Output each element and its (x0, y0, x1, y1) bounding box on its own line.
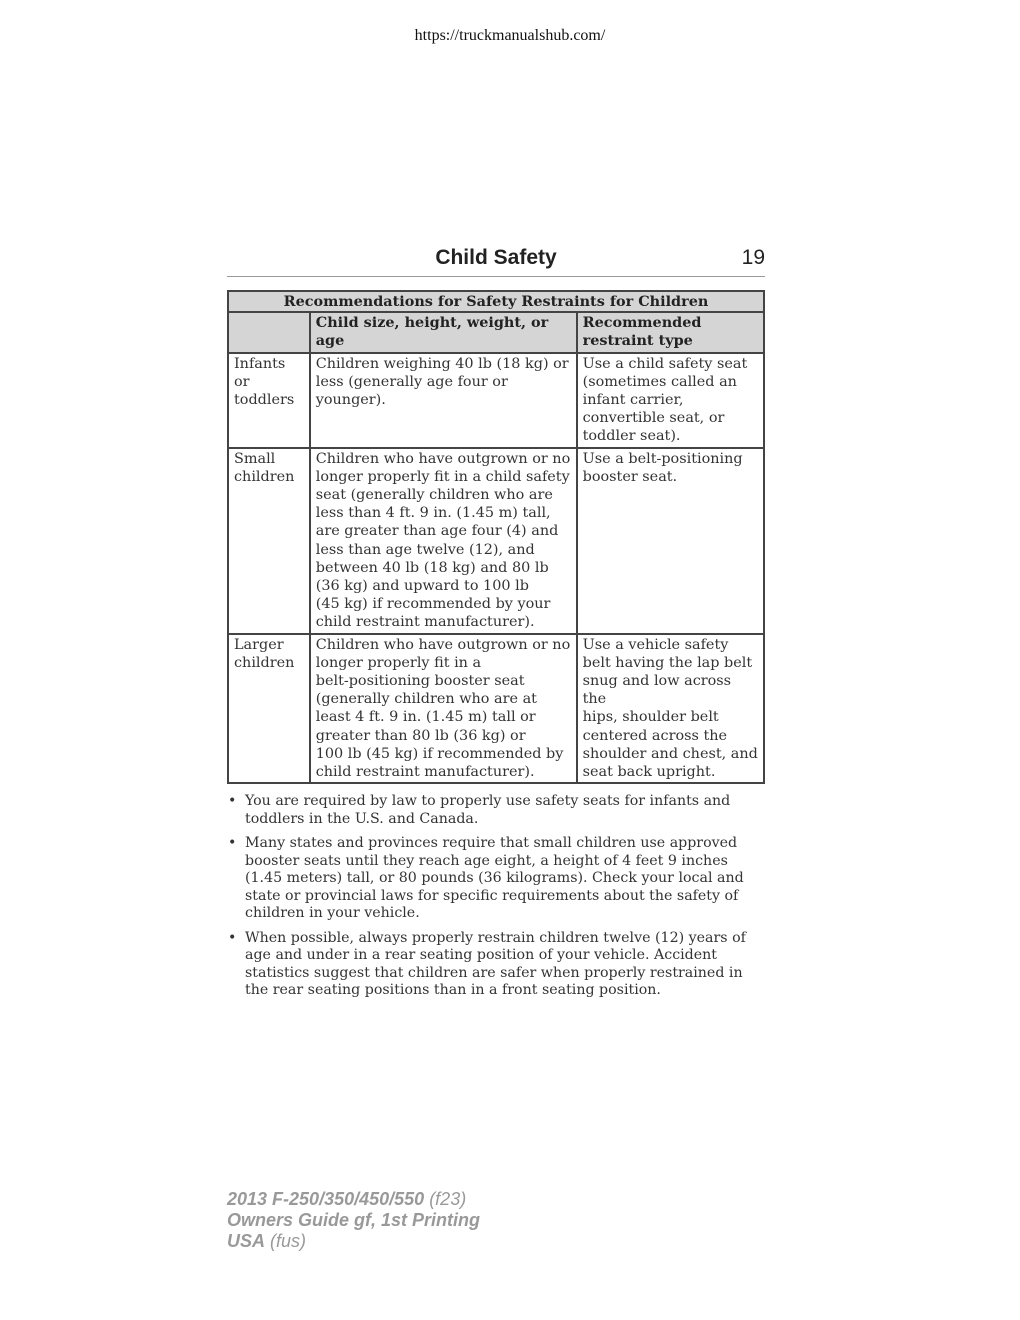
bullet-icon: • (228, 835, 237, 851)
bullet-icon: • (228, 793, 237, 809)
safety-notes-list (227, 793, 765, 1007)
footer-line-market (227, 1231, 480, 1252)
row-size: Children who have outgrown or no longer properly fit in a belt-positioning booster seat (generally children who are at least 4 ft. 9 in. (1.45 m) tall or greater than 80 lb (36 kg) or 100 lb (45 kg) if recommended by child restraint manufacturer). (310, 634, 577, 784)
restraint-recommendations-table (227, 290, 765, 784)
table-row (228, 353, 764, 448)
bullet-icon: • (228, 929, 237, 946)
footer-model-code: (f23) (429, 1189, 467, 1209)
note-text: You are required by law to properly use safety seats for infants and toddlers in the U.S. and Canada. (245, 793, 731, 827)
list-item (227, 930, 765, 1000)
table-caption: Recommendations for Safety Restraints for Children (228, 291, 764, 312)
footer-market-code: (fus) (270, 1231, 307, 1251)
table-row (228, 448, 764, 634)
document-footer (227, 1189, 480, 1252)
section-title: Child Safety (435, 246, 557, 269)
row-category: Small children (228, 448, 310, 634)
source-url[interactable]: https://truckmanualshub.com/ (414, 27, 606, 44)
row-category: Larger children (228, 634, 310, 784)
table-header-row (228, 312, 764, 352)
row-restraint: Use a belt-positioning booster seat. (577, 448, 764, 634)
list-item (227, 793, 765, 828)
footer-line-model (227, 1189, 480, 1210)
row-restraint: Use a child safety seat (sometimes called an infant carrier, convertible seat, or toddler seat). (577, 353, 764, 448)
column-header-size: Child size, height, weight, or age (310, 312, 577, 352)
footer-market: USA (227, 1231, 266, 1251)
note-text: When possible, always properly restrain children twelve (12) years of age and under in a rear seating position of your vehicle. Accident statistics suggest that children are safer when properly restrained in the rear seating positions than in a front seating position. (245, 929, 746, 998)
footer-guide: Owners Guide gf, 1st Printing (227, 1210, 481, 1230)
page-header (227, 246, 765, 277)
table-row (228, 634, 764, 784)
table-caption-row (228, 291, 764, 312)
footer-line-guide (227, 1210, 480, 1231)
footer-model: 2013 F-250/350/450/550 (227, 1189, 425, 1209)
column-header-category (228, 312, 310, 352)
row-size: Children who have outgrown or no longer properly fit in a child safety seat (generally children who are less than 4 ft. 9 in. (1.45 m) tall, are greater than age four (4) and less than age twelve (12), and between 40 lb (18 kg) and 80 lb (36 kg) and upward to 100 lb (45 kg) if recommended by your child restraint manufacturer). (310, 448, 577, 634)
list-item (227, 835, 765, 923)
note-text: Many states and provinces require that small children use approved booster seats until they reach age eight, a height of 4 feet 9 inches (1.45 meters) tall, or 80 pounds (36 kilograms). Check your local and state or provincial laws for specific requirements about the safety of children in your vehicle. (245, 835, 744, 921)
row-size: Children weighing 40 lb (18 kg) or less (generally age four or younger). (310, 353, 577, 448)
row-category: Infants or toddlers (228, 353, 310, 448)
column-header-restraint: Recommended restraint type (577, 312, 764, 352)
row-restraint: Use a vehicle safety belt having the lap belt snug and low across the hips, shoulder belt centered across the shoulder and chest, and seat back upright. (577, 634, 764, 784)
page-number: 19 (741, 246, 765, 269)
